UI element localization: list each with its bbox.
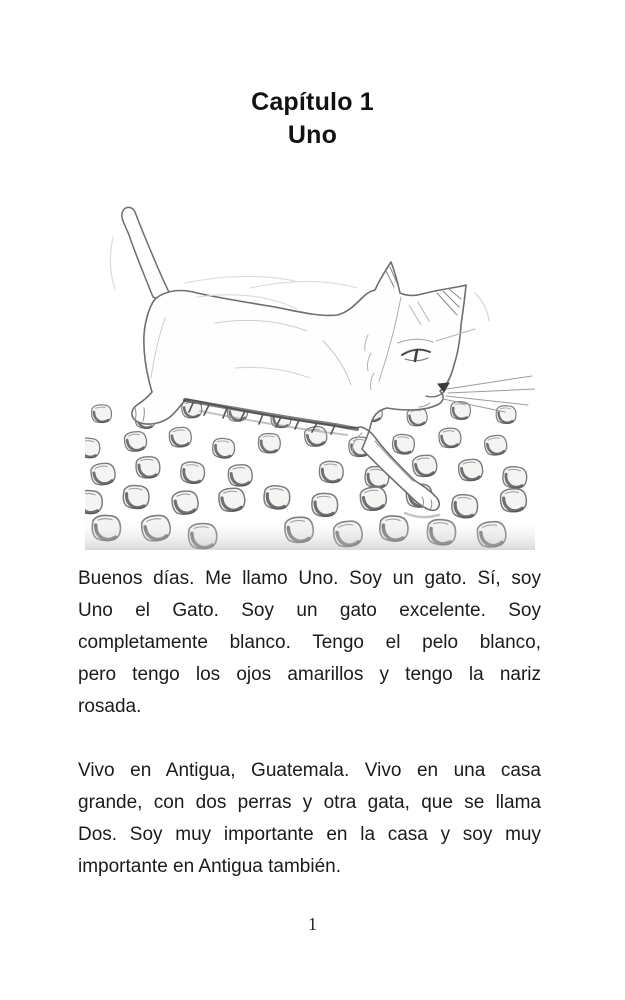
text-line: Uno el Gato. Soy un gato excelente. Soy [78, 600, 541, 621]
page-number: 1 [308, 914, 317, 934]
paragraph [78, 563, 541, 723]
cat-tail [122, 207, 170, 298]
text-line: grande, con dos perras y otra gata, que se llama [78, 792, 541, 813]
text-line: pero tengo los ojos amarillos y tengo la nariz [78, 664, 541, 685]
text-line: Dos. Soy muy importante en la casa y soy muy [78, 824, 541, 845]
chapter-subtitle: Uno [287, 121, 338, 149]
text-line: Vivo en Antigua, Guatemala. Vivo en una casa [78, 760, 541, 781]
body-text [78, 563, 541, 915]
text-line: rosada. [78, 696, 142, 717]
chapter-title: Capítulo 1 [251, 88, 374, 116]
cat-on-keyboard-sketch [85, 193, 535, 550]
text-line: importante en Antigua también. [78, 856, 342, 877]
text-line: Buenos días. Me llamo Uno. Soy un gato. Sí, soy [78, 568, 541, 589]
text-line: completamente blanco. Tengo el pelo blanco, [78, 632, 541, 653]
chapter-heading [0, 86, 625, 152]
cat-illustration [85, 193, 535, 550]
paragraph [78, 755, 541, 883]
paper-shading [85, 517, 535, 550]
